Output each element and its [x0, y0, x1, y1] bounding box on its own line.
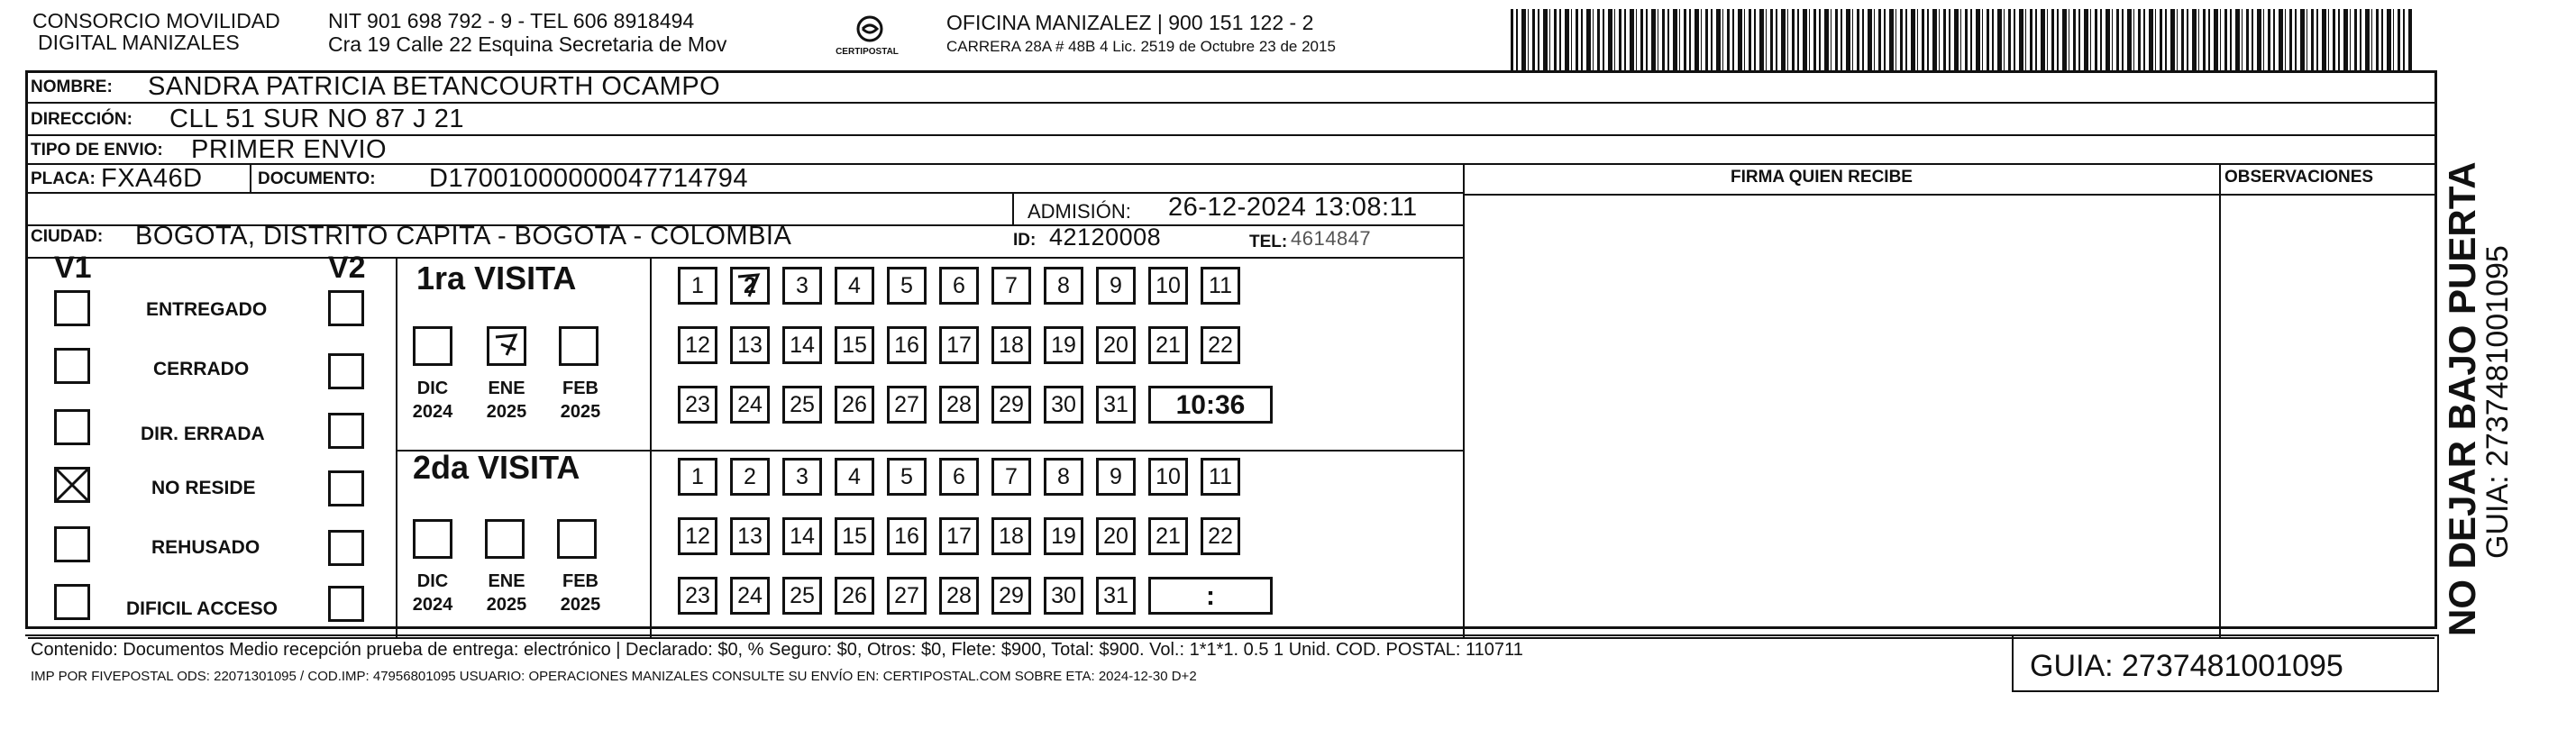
- tipo-envio-label: TIPO DE ENVIO:: [31, 141, 163, 160]
- observaciones-label: OBSERVACIONES: [2224, 168, 2374, 187]
- v1-cerrado-checkbox[interactable]: [54, 348, 90, 384]
- status-dir-errada: DIR. ERRADA: [141, 424, 265, 444]
- id-value: 42120008: [1049, 224, 1162, 251]
- second-visit-day-27[interactable]: 27: [887, 577, 927, 615]
- first-visit-day-1[interactable]: 1: [678, 267, 717, 305]
- second-month-dic: DIC: [416, 571, 449, 591]
- first-visit-day-31[interactable]: 31: [1096, 386, 1136, 424]
- second-month-feb: FEB: [562, 571, 598, 591]
- signature-area[interactable]: [1462, 195, 2188, 559]
- second-visit-time-box[interactable]: :: [1148, 577, 1273, 615]
- second-visit-day-20[interactable]: 20: [1096, 517, 1136, 555]
- no-dejar-bajo-puerta: NO DEJAR BAJO PUERTA: [2441, 161, 2483, 636]
- second-visit-month-ene[interactable]: [485, 519, 525, 559]
- first-visit-day-22[interactable]: 22: [1201, 326, 1240, 364]
- first-visit-day-7[interactable]: 7: [991, 267, 1031, 305]
- first-visit-day-27[interactable]: 27: [887, 386, 927, 424]
- nombre-value: SANDRA PATRICIA BETANCOURTH OCAMPO: [148, 72, 721, 101]
- first-visit-day-29[interactable]: 29: [991, 386, 1031, 424]
- company-name-line2: DIGITAL MANIZALES: [38, 31, 240, 54]
- first-visit-day-6[interactable]: 6: [939, 267, 979, 305]
- status-dificil-acceso: DIFICIL ACCESO: [126, 598, 279, 619]
- first-visit-day-9[interactable]: 9: [1096, 267, 1136, 305]
- first-visit-time-box[interactable]: 10:36: [1148, 386, 1273, 424]
- first-visit-day-14[interactable]: 14: [782, 326, 822, 364]
- documento-label: DOCUMENTO:: [258, 169, 376, 188]
- second-visit-day-4[interactable]: 4: [835, 458, 874, 496]
- second-visit-month-dic[interactable]: [413, 519, 452, 559]
- second-visit-day-29[interactable]: 29: [991, 577, 1031, 615]
- second-month-ene: ENE: [488, 571, 525, 591]
- second-visit-day-10[interactable]: 10: [1148, 458, 1188, 496]
- first-visit-day-5[interactable]: 5: [887, 267, 927, 305]
- second-visit-day-11[interactable]: 11: [1201, 458, 1240, 496]
- second-visit-day-22[interactable]: 22: [1201, 517, 1240, 555]
- second-visit-day-5[interactable]: 5: [887, 458, 927, 496]
- observations-area[interactable]: [2219, 195, 2432, 559]
- v2-dir-errada-checkbox[interactable]: [328, 413, 364, 449]
- first-visit-day-3[interactable]: 3: [782, 267, 822, 305]
- first-visit-day-20[interactable]: 20: [1096, 326, 1136, 364]
- tipo-envio-value: PRIMER ENVIO: [191, 135, 388, 164]
- first-visit-day-30[interactable]: 30: [1044, 386, 1083, 424]
- first-visit-day-11[interactable]: 11: [1201, 267, 1240, 305]
- first-visit-day-13[interactable]: 13: [730, 326, 770, 364]
- guia-vertical: GUIA: 2737481001095: [2480, 245, 2515, 559]
- second-visit-day-9[interactable]: 9: [1096, 458, 1136, 496]
- id-label: ID:: [1013, 231, 1037, 250]
- company-address: Cra 19 Calle 22 Esquina Secretaria de Mov: [328, 32, 727, 56]
- office-line: OFICINA MANIZALEZ | 900 151 122 - 2: [946, 11, 1314, 34]
- tel-label: TEL:: [1249, 233, 1288, 251]
- first-visit-day-8[interactable]: 8: [1044, 267, 1083, 305]
- first-month-dic: DIC: [416, 379, 449, 398]
- firma-label: FIRMA QUIEN RECIBE: [1731, 168, 1913, 187]
- first-year-feb: 2025: [560, 402, 601, 422]
- ciudad-value: BOGOTA, DISTRITO CAPITA - BOGOTA - COLOMBIA: [135, 222, 792, 251]
- first-visit-month-ene[interactable]: [487, 326, 526, 366]
- contenido-line: Contenido: Documentos Medio recepción prueba de entrega: electrónico | Declarado: $0, % Seguro: $0, Otros: $0, Flete: $900, Total: $900. Vol.: 1*1*1. 0.5 1 Unid. COD. POSTAL: 110711: [31, 640, 1523, 660]
- first-visit-day-15[interactable]: 15: [835, 326, 874, 364]
- direccion-label: DIRECCIÓN:: [31, 110, 132, 129]
- office-address: CARRERA 28A # 48B 4 Lic. 2519 de Octubre 23 de 2015: [946, 38, 1336, 55]
- first-month-ene: ENE: [488, 379, 525, 398]
- tel-value: 4614847: [1291, 227, 1372, 250]
- second-visit-day-1[interactable]: 1: [678, 458, 717, 496]
- checked-x-icon: [54, 467, 90, 503]
- v2-cerrado-checkbox[interactable]: [328, 353, 364, 389]
- second-year-feb: 2025: [560, 595, 601, 615]
- second-visit-day-7[interactable]: 7: [991, 458, 1031, 496]
- second-visit-day-28[interactable]: 28: [939, 577, 979, 615]
- second-visit-day-16[interactable]: 16: [887, 517, 927, 555]
- first-visit-day-2-label: 2: [744, 273, 756, 298]
- handwritten-mark-icon: [733, 269, 767, 302]
- status-no-reside: NO RESIDE: [151, 478, 256, 498]
- second-visit-day-25[interactable]: 25: [782, 577, 822, 615]
- second-visit-day-8[interactable]: 8: [1044, 458, 1083, 496]
- second-visit-day-31[interactable]: 31: [1096, 577, 1136, 615]
- first-visit-month-dic[interactable]: [413, 326, 452, 366]
- first-visit-day-23[interactable]: 23: [678, 386, 717, 424]
- nombre-label: NOMBRE:: [31, 78, 113, 96]
- nit-line: NIT 901 698 792 - 9 - TEL 606 8918494: [328, 9, 695, 32]
- v1-rehusado-checkbox[interactable]: [54, 526, 90, 562]
- first-visit-month-feb[interactable]: [559, 326, 598, 366]
- first-visit-day-10[interactable]: 10: [1148, 267, 1188, 305]
- second-visit-day-14[interactable]: 14: [782, 517, 822, 555]
- second-visit-day-19[interactable]: 19: [1044, 517, 1083, 555]
- second-year-ene: 2025: [486, 595, 527, 615]
- status-entregado: ENTREGADO: [146, 299, 268, 320]
- second-visit-day-21[interactable]: 21: [1148, 517, 1188, 555]
- first-year-ene: 2025: [486, 402, 527, 422]
- second-visit-day-26[interactable]: 26: [835, 577, 874, 615]
- first-visit-day-24[interactable]: 24: [730, 386, 770, 424]
- v2-label: V2: [328, 251, 366, 285]
- admision-value: 26-12-2024 13:08:11: [1168, 193, 1418, 222]
- first-visit-day-18[interactable]: 18: [991, 326, 1031, 364]
- placa-label: PLACA:: [31, 169, 96, 188]
- v2-no-reside-checkbox[interactable]: [328, 470, 364, 506]
- v1-no-reside-checkbox[interactable]: [54, 467, 90, 503]
- first-visit-day-2[interactable]: [730, 267, 770, 305]
- documento-value: D17001000000047714794: [429, 164, 749, 193]
- first-visit-day-4[interactable]: 4: [835, 267, 874, 305]
- handwritten-mark-icon: [489, 328, 525, 364]
- v1-entregado-checkbox[interactable]: [54, 290, 90, 326]
- ciudad-label: CIUDAD:: [31, 227, 104, 246]
- second-visit-day-2[interactable]: 2: [730, 458, 770, 496]
- company-name-line1: CONSORCIO MOVILIDAD: [32, 9, 280, 32]
- placa-value: FXA46D: [101, 164, 203, 193]
- status-cerrado: CERRADO: [153, 359, 250, 379]
- second-visit-day-30[interactable]: 30: [1044, 577, 1083, 615]
- second-year-dic: 2024: [412, 595, 453, 615]
- first-visit-day-21[interactable]: 21: [1148, 326, 1188, 364]
- imp-line: IMP POR FIVEPOSTAL ODS: 22071301095 / COD.IMP: 47956801095 USUARIO: OPERACIONES MANIZALES CONSULTE SU ENVÍO EN: CERTIPOSTAL.COM SOBRE ETA: 2024-12-30 D+2: [31, 669, 1197, 684]
- v1-dir-errada-checkbox[interactable]: [54, 409, 90, 445]
- v2-entregado-checkbox[interactable]: [328, 290, 364, 326]
- direccion-value: CLL 51 SUR NO 87 J 21: [169, 105, 464, 133]
- guia-box: GUIA: 2737481001095: [2030, 649, 2343, 683]
- first-year-dic: 2024: [412, 402, 453, 422]
- v2-dificil-acceso-checkbox[interactable]: [328, 586, 364, 622]
- second-visit-day-23[interactable]: 23: [678, 577, 717, 615]
- v1-dificil-acceso-checkbox[interactable]: [54, 584, 90, 620]
- barcode: [1511, 9, 2412, 70]
- v2-rehusado-checkbox[interactable]: [328, 530, 364, 566]
- status-rehusado: REHUSADO: [151, 537, 260, 558]
- second-visit-day-24[interactable]: 24: [730, 577, 770, 615]
- second-visit-label: 2da VISITA: [413, 449, 580, 486]
- second-visit-day-17[interactable]: 17: [939, 517, 979, 555]
- first-visit-day-26[interactable]: 26: [835, 386, 874, 424]
- first-visit-day-19[interactable]: 19: [1044, 326, 1083, 364]
- first-visit-day-28[interactable]: 28: [939, 386, 979, 424]
- admision-label: ADMISIÓN:: [1028, 200, 1131, 223]
- logo-text: CERTIPOSTAL: [836, 47, 899, 57]
- second-visit-day-3[interactable]: 3: [782, 458, 822, 496]
- second-visit-day-18[interactable]: 18: [991, 517, 1031, 555]
- first-visit-day-25[interactable]: 25: [782, 386, 822, 424]
- second-visit-month-feb[interactable]: [557, 519, 597, 559]
- first-visit-day-16[interactable]: 16: [887, 326, 927, 364]
- second-visit-day-13[interactable]: 13: [730, 517, 770, 555]
- first-visit-day-17[interactable]: 17: [939, 326, 979, 364]
- first-visit-day-12[interactable]: 12: [678, 326, 717, 364]
- second-visit-day-6[interactable]: 6: [939, 458, 979, 496]
- first-visit-label: 1ra VISITA: [416, 260, 577, 297]
- v1-label: V1: [54, 251, 92, 285]
- second-visit-day-15[interactable]: 15: [835, 517, 874, 555]
- second-visit-day-12[interactable]: 12: [678, 517, 717, 555]
- first-month-feb: FEB: [562, 379, 598, 398]
